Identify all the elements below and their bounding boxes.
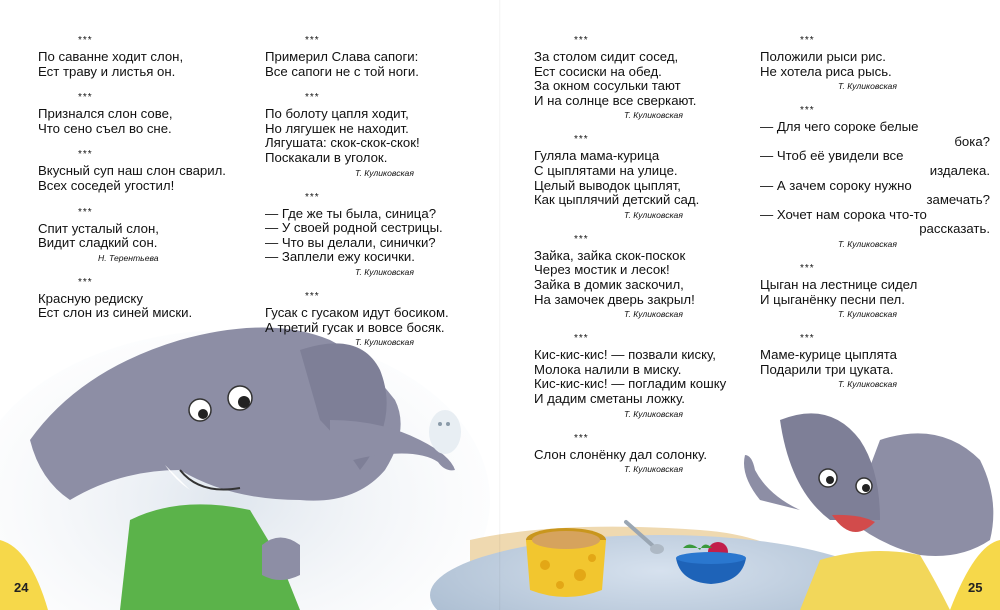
poem-line: — Для чего сороке белые bbox=[760, 119, 919, 135]
poem bbox=[265, 93, 495, 178]
poem bbox=[38, 150, 268, 193]
poem-separator-stars: *** bbox=[305, 290, 320, 302]
poem-line: Красную редиску bbox=[38, 290, 143, 306]
poem-line: Зайка, зайка скок-поскок bbox=[534, 247, 686, 263]
poem-separator-stars: *** bbox=[78, 92, 93, 104]
poem-line: Примерил Слава сапоги: bbox=[265, 49, 419, 64]
poem-line: Ест сосиски на обед. bbox=[534, 63, 662, 79]
poem-line: По саванне ходит слон, bbox=[38, 49, 184, 64]
poem-line: — Заплели ежу косички. bbox=[265, 249, 415, 265]
poem-line: Ест слон из синей миски. bbox=[38, 305, 193, 321]
poem-line: Все сапоги не с той ноги. bbox=[265, 63, 419, 79]
poem-line: бока? bbox=[954, 133, 990, 149]
poem-line: Вкусный суп наш слон сварил. bbox=[38, 163, 226, 179]
poem-author: Т. Куликовская bbox=[838, 81, 897, 92]
poem-author: Т. Куликовская bbox=[355, 266, 414, 277]
poem-separator-stars: *** bbox=[305, 191, 320, 203]
poem-line: Молока налили в миску. bbox=[534, 361, 682, 377]
poem-line: Спит усталый слон, bbox=[38, 220, 159, 236]
poem bbox=[534, 36, 764, 121]
poem bbox=[265, 292, 495, 348]
poem-author: Т. Куликовская bbox=[624, 110, 683, 121]
poem-author: Т. Куликовская bbox=[624, 309, 683, 320]
poem-line: — Что вы делали, синички? bbox=[265, 234, 436, 250]
poem-line: Слон слонёнку дал солонку. bbox=[534, 446, 707, 462]
page-number-left: 24 bbox=[14, 580, 29, 595]
poem bbox=[760, 36, 990, 92]
poem-separator-stars: *** bbox=[305, 92, 320, 104]
poem-author: Т. Куликовская bbox=[838, 309, 897, 320]
poem-line: С цыплятами на улице. bbox=[534, 162, 678, 178]
poem-separator-stars: *** bbox=[78, 149, 93, 161]
soup-pot-icon bbox=[526, 528, 606, 597]
poem-author: Т. Куликовская bbox=[838, 238, 897, 249]
poem-line: Как цыплячий детский сад. bbox=[534, 192, 700, 208]
poem-separator-stars: *** bbox=[78, 276, 93, 288]
poem-separator-stars: *** bbox=[78, 35, 93, 46]
poem-column-2 bbox=[265, 36, 495, 362]
poem bbox=[760, 106, 990, 250]
poem-line: — А зачем сороку нужно bbox=[760, 177, 912, 193]
poem-author: Т. Куликовская bbox=[838, 379, 897, 390]
poem-separator-stars: *** bbox=[574, 35, 589, 46]
poem bbox=[534, 235, 764, 320]
poem bbox=[38, 36, 268, 79]
poem-line: И на солнце все сверкают. bbox=[534, 92, 697, 108]
book-spine bbox=[499, 0, 501, 610]
poem-separator-stars: *** bbox=[800, 333, 815, 345]
poem-line: Но лягушек не находит. bbox=[265, 120, 409, 136]
poem-author: Т. Куликовская bbox=[624, 408, 683, 419]
poem-line: Через мостик и лесок! bbox=[534, 262, 670, 278]
poem-line: Целый выводок цыплят, bbox=[534, 177, 681, 193]
poem-author: Т. Куликовская bbox=[624, 464, 683, 475]
poem-separator-stars: *** bbox=[800, 262, 815, 274]
poem bbox=[534, 434, 764, 476]
poem-separator-stars: *** bbox=[574, 432, 589, 444]
poem-line: И дадим сметаны ложку. bbox=[534, 390, 685, 406]
poem-author: Т. Куликовская bbox=[624, 209, 683, 220]
poem-line: — Хочет нам сорока что-то bbox=[760, 206, 927, 222]
poem-line: Лягушата: скок-скок-скок! bbox=[265, 135, 420, 151]
poem bbox=[534, 135, 764, 220]
poem-line: Поскакали в уголок. bbox=[265, 149, 388, 165]
poem-line: — Чтоб её увидели все bbox=[760, 148, 904, 164]
poem-author: Н. Терентьева bbox=[98, 252, 159, 263]
poem bbox=[534, 334, 764, 419]
poem-line: Зайка в домик заскочил, bbox=[534, 276, 684, 292]
poem-separator-stars: *** bbox=[800, 105, 815, 117]
poem-line: Гусак с гусаком идут босиком. bbox=[265, 304, 449, 320]
poem bbox=[760, 334, 990, 390]
poem-line: Не хотела риса рысь. bbox=[760, 63, 892, 79]
poem-column-1 bbox=[38, 36, 268, 335]
poem-line: По болоту цапля ходит, bbox=[265, 106, 409, 122]
poem-line: Видит сладкий сон. bbox=[38, 235, 158, 251]
poem-line: — У своей родной сестрицы. bbox=[265, 220, 443, 236]
poem-separator-stars: *** bbox=[574, 333, 589, 345]
poem-line: Цыган на лестнице сидел bbox=[760, 276, 918, 292]
poem-line: Подарили три цуката. bbox=[760, 361, 894, 377]
poem bbox=[38, 93, 268, 136]
poem-line: За столом сидит сосед, bbox=[534, 49, 679, 64]
poem bbox=[265, 36, 495, 79]
salt-shaker-icon bbox=[429, 410, 461, 454]
poem bbox=[38, 208, 268, 264]
poem-line: Кис-кис-кис! — погладим кошку bbox=[534, 376, 727, 392]
poem-column-3 bbox=[534, 36, 764, 489]
poem-line: Признался слон сове, bbox=[38, 106, 173, 122]
poem-line: рассказать. bbox=[919, 221, 990, 237]
poem-column-4 bbox=[760, 36, 990, 404]
poem-line: За окном сосульки тают bbox=[534, 78, 681, 94]
poem-author: Т. Куликовская bbox=[355, 167, 414, 178]
poem-line: На замочек дверь закрыл! bbox=[534, 291, 695, 307]
poem-line: Кис-кис-кис! — позвали киску, bbox=[534, 347, 716, 363]
poem-line: Что сено съел во сне. bbox=[38, 120, 172, 136]
poem-line: Положили рыси рис. bbox=[760, 49, 886, 64]
poem-line: — Где же ты была, синица? bbox=[265, 205, 437, 221]
poem-line: издалека. bbox=[929, 162, 990, 178]
poem-separator-stars: *** bbox=[574, 233, 589, 245]
page-number-right: 25 bbox=[968, 580, 983, 595]
poem-line: Гуляла мама-курица bbox=[534, 148, 660, 164]
poem-separator-stars: *** bbox=[305, 35, 320, 46]
poem-line: И цыганёнку песни пел. bbox=[760, 291, 905, 307]
poem-author: Т. Куликовская bbox=[355, 337, 414, 348]
poem-line: замечать? bbox=[926, 192, 990, 208]
poem bbox=[265, 193, 495, 278]
poem-separator-stars: *** bbox=[574, 134, 589, 146]
poem-line: Ест траву и листья он. bbox=[38, 63, 176, 79]
poem-line: Маме-курице цыплята bbox=[760, 347, 897, 363]
poem bbox=[760, 264, 990, 320]
poem-line: Всех соседей угостил! bbox=[38, 177, 175, 193]
poem-separator-stars: *** bbox=[800, 35, 815, 46]
poem bbox=[38, 278, 268, 321]
poem-separator-stars: *** bbox=[78, 206, 93, 218]
poem-line: А третий гусак и вовсе босяк. bbox=[265, 319, 445, 335]
